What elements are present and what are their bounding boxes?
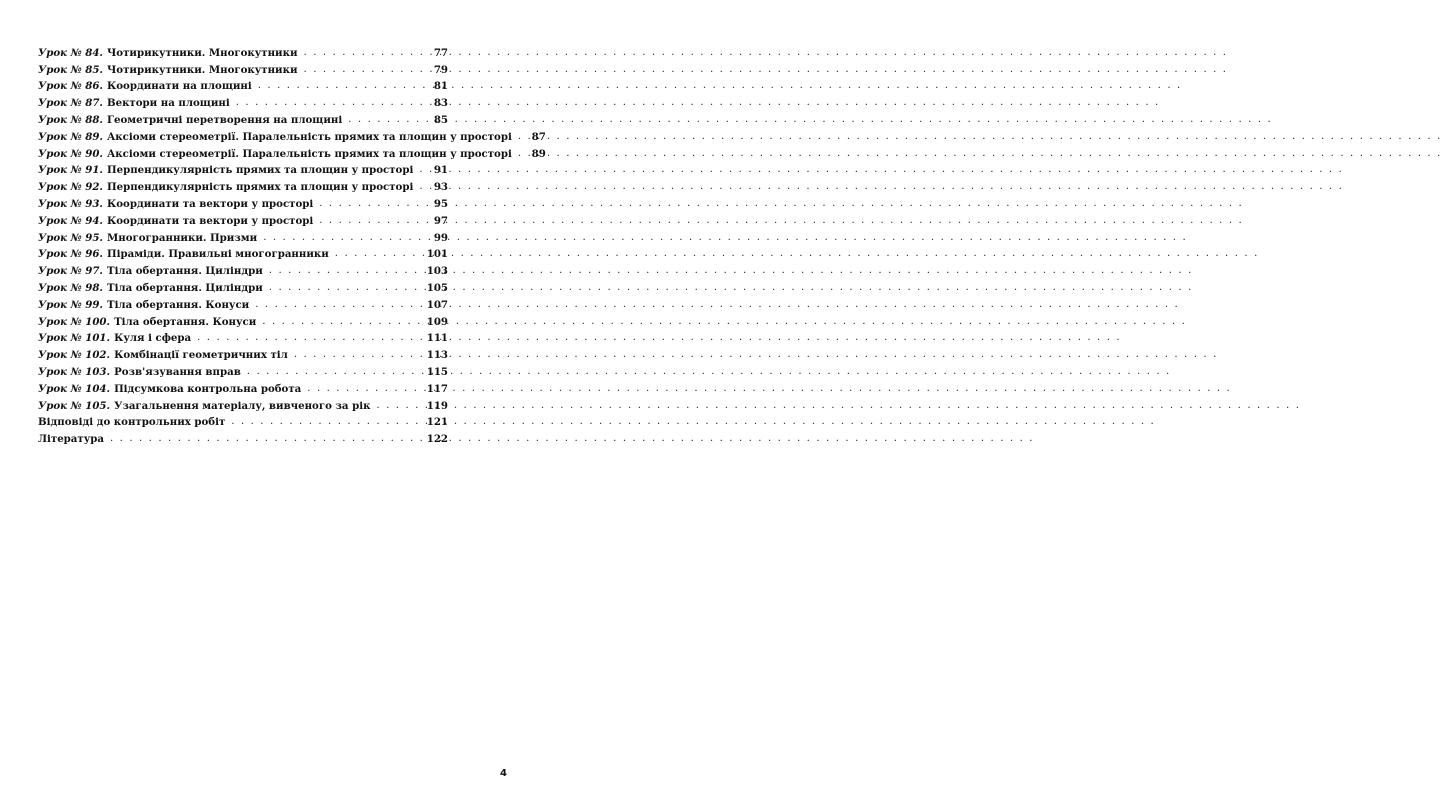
toc-entry bbox=[38, 294, 448, 311]
entry-page: 101 bbox=[426, 248, 448, 261]
entry-title: Координати та вектори у просторі bbox=[106, 197, 314, 210]
dot-leader bbox=[313, 215, 426, 227]
lesson-number: Урок № 89. bbox=[38, 130, 103, 143]
entry-page: 111 bbox=[426, 332, 448, 345]
entry-page: 83 bbox=[433, 97, 448, 110]
entry-page: 109 bbox=[426, 315, 448, 328]
entry-page: 79 bbox=[433, 63, 448, 76]
lesson-number: Урок № 97. bbox=[38, 265, 103, 278]
page-number: 4 bbox=[500, 768, 507, 779]
toc-entry bbox=[38, 126, 546, 143]
dot-leader bbox=[512, 131, 524, 143]
entry-title: Координати та вектори у просторі bbox=[106, 214, 314, 227]
dot-leader bbox=[263, 282, 426, 294]
entry-title: Перпендикулярність прямих та площин у просторі bbox=[106, 181, 414, 194]
entry-page: 119 bbox=[426, 399, 448, 412]
entry-title: Геометричні перетворення на площині bbox=[106, 113, 343, 126]
dot-leader bbox=[225, 416, 426, 428]
entry-title: Відповіді до контрольних робіт bbox=[38, 416, 226, 429]
entry-title: Тіла обертання. Циліндри bbox=[106, 281, 263, 294]
lesson-number: Урок № 87. bbox=[38, 97, 103, 110]
dot-leader bbox=[512, 148, 524, 160]
toc-entry bbox=[38, 210, 448, 227]
entry-title: Тіла обертання. Конуси bbox=[114, 315, 257, 328]
entry-title: Піраміди. Правильні многогранники bbox=[106, 248, 329, 261]
entry-title: Комбінації геометричних тіл bbox=[114, 349, 288, 362]
table-of-contents bbox=[38, 42, 546, 446]
lesson-number: Урок № 86. bbox=[38, 80, 103, 93]
toc-entry bbox=[38, 328, 448, 345]
dot-leader bbox=[329, 248, 426, 260]
toc-entry bbox=[38, 311, 448, 328]
lesson-number: Урок № 84. bbox=[38, 46, 103, 59]
lesson-number: Урок № 92. bbox=[38, 181, 103, 194]
entry-page: 103 bbox=[426, 265, 448, 278]
dot-leader bbox=[288, 349, 426, 361]
lesson-number: Урок № 91. bbox=[38, 164, 103, 177]
dot-leader bbox=[249, 299, 426, 311]
entry-page: 91 bbox=[433, 164, 448, 177]
lesson-number: Урок № 93. bbox=[38, 197, 103, 210]
entry-title: Тіла обертання. Циліндри bbox=[106, 265, 263, 278]
toc-entry bbox=[38, 412, 448, 429]
entry-page: 113 bbox=[426, 349, 448, 362]
lesson-number: Урок № 101. bbox=[38, 332, 111, 345]
dot-leader bbox=[342, 114, 426, 126]
dot-leader bbox=[298, 47, 426, 59]
entry-page: 97 bbox=[433, 214, 448, 227]
dot-leader bbox=[256, 316, 426, 328]
dot-leader bbox=[313, 198, 426, 210]
entry-page: 99 bbox=[433, 231, 448, 244]
toc-entry bbox=[38, 428, 448, 445]
lesson-number: Урок № 99. bbox=[38, 298, 103, 311]
entry-title: Розв'язування вправ bbox=[114, 365, 241, 378]
entry-title: Чотирикутники. Многокутники bbox=[106, 63, 298, 76]
dot-leader bbox=[104, 433, 426, 445]
dot-leader bbox=[413, 181, 426, 193]
dot-leader bbox=[191, 332, 426, 344]
entry-page: 105 bbox=[426, 281, 448, 294]
lesson-number: Урок № 96. bbox=[38, 248, 103, 261]
entry-title: Чотирикутники. Многокутники bbox=[106, 46, 298, 59]
entry-page: 89 bbox=[531, 147, 546, 160]
entry-page: 117 bbox=[426, 382, 448, 395]
toc-entry bbox=[38, 395, 448, 412]
lesson-number: Урок № 94. bbox=[38, 214, 103, 227]
entry-page: 121 bbox=[426, 416, 448, 429]
dot-leader bbox=[413, 164, 426, 176]
dot-leader bbox=[370, 400, 426, 412]
dot-leader bbox=[298, 64, 426, 76]
entry-title: Узагальнення матеріалу, вивченого за рік bbox=[114, 399, 371, 412]
entry-page: 81 bbox=[433, 80, 448, 93]
dot-leader bbox=[241, 366, 426, 378]
lesson-number: Урок № 103. bbox=[38, 365, 111, 378]
entry-page: 85 bbox=[433, 113, 448, 126]
lesson-number: Урок № 105. bbox=[38, 399, 111, 412]
entry-title: Аксіоми стереометрії. Паралельність прямих та площин у просторі bbox=[106, 130, 512, 143]
dot-leader bbox=[301, 383, 426, 395]
lesson-number: Урок № 95. bbox=[38, 231, 103, 244]
toc-entry bbox=[38, 277, 448, 294]
entry-page: 87 bbox=[531, 130, 546, 143]
entry-title: Куля і сфера bbox=[114, 332, 192, 345]
toc-entry bbox=[38, 344, 448, 361]
entry-title: Тіла обертання. Конуси bbox=[106, 298, 250, 311]
toc-entry bbox=[38, 361, 448, 378]
toc-entry bbox=[38, 160, 448, 177]
lesson-number: Урок № 100. bbox=[38, 315, 111, 328]
entry-title: Вектори на площині bbox=[106, 97, 230, 110]
entry-title: Многогранники. Призми bbox=[106, 231, 258, 244]
lesson-number: Урок № 88. bbox=[38, 113, 103, 126]
toc-entry bbox=[38, 92, 448, 109]
toc-entry bbox=[38, 193, 448, 210]
toc-entry bbox=[38, 227, 448, 244]
dot-leader bbox=[230, 97, 426, 109]
dot-leader bbox=[252, 80, 426, 92]
toc-entry bbox=[38, 143, 546, 160]
lesson-number: Урок № 85. bbox=[38, 63, 103, 76]
toc-entry bbox=[38, 76, 448, 93]
entry-page: 95 bbox=[433, 197, 448, 210]
lesson-number: Урок № 102. bbox=[38, 349, 111, 362]
entry-title: Координати на площині bbox=[106, 80, 252, 93]
entry-page: 122 bbox=[426, 433, 448, 446]
lesson-number: Урок № 90. bbox=[38, 147, 103, 160]
toc-entry bbox=[38, 176, 448, 193]
toc-entry bbox=[38, 42, 448, 59]
entry-page: 77 bbox=[433, 46, 448, 59]
toc-entry bbox=[38, 59, 448, 76]
entry-page: 107 bbox=[426, 298, 448, 311]
entry-title: Перпендикулярність прямих та площин у просторі bbox=[106, 164, 414, 177]
toc-entry bbox=[38, 109, 448, 126]
lesson-number: Урок № 104. bbox=[38, 382, 111, 395]
entry-title: Аксіоми стереометрії. Паралельність прямих та площин у просторі bbox=[106, 147, 512, 160]
dot-leader bbox=[257, 232, 426, 244]
entry-title: Література bbox=[38, 433, 104, 446]
toc-entry bbox=[38, 378, 448, 395]
toc-entry bbox=[38, 260, 448, 277]
dot-leader bbox=[263, 265, 426, 277]
lesson-number: Урок № 98. bbox=[38, 281, 103, 294]
entry-page: 93 bbox=[433, 181, 448, 194]
entry-title: Підсумкова контрольна робота bbox=[114, 382, 302, 395]
entry-page: 115 bbox=[426, 365, 448, 378]
toc-entry bbox=[38, 244, 448, 261]
